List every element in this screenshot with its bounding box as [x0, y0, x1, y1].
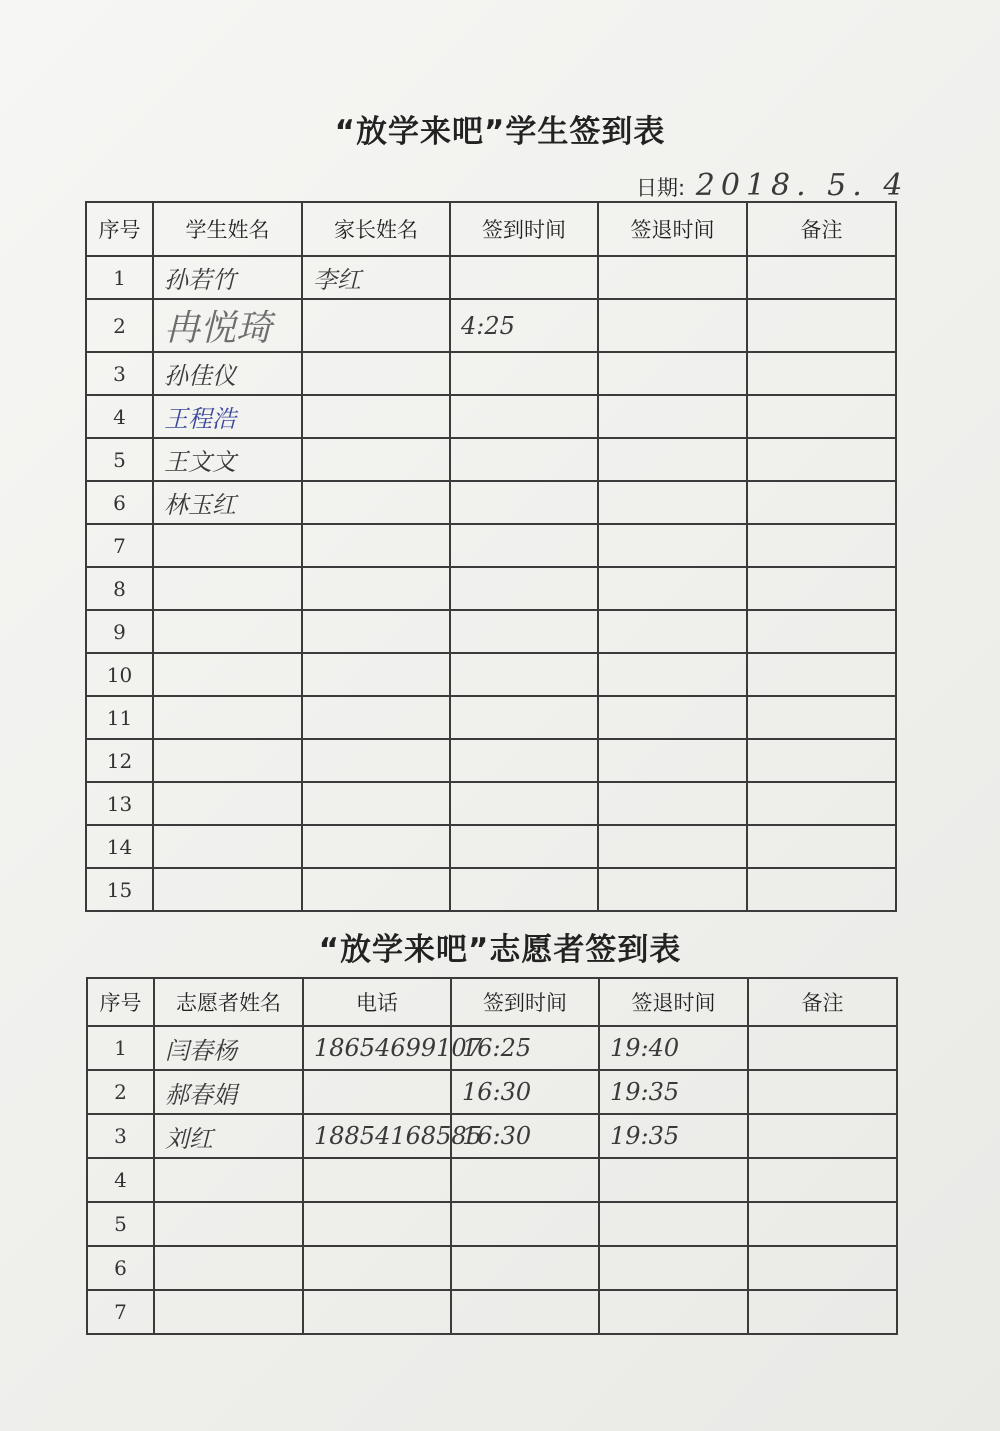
row-index: 11	[86, 696, 153, 739]
table-row	[86, 481, 896, 524]
row-index: 9	[86, 610, 153, 653]
note-cell	[748, 1026, 897, 1070]
sign-in-time-cell: 16:30	[451, 1114, 599, 1158]
note-cell	[747, 610, 896, 653]
row-index: 13	[86, 782, 153, 825]
student-sheet-title: “放学来吧”学生签到表	[334, 114, 666, 150]
phone-cell	[303, 1246, 451, 1290]
volunteer-name-cell	[154, 1202, 303, 1246]
student-name-cell: 冉悦琦	[153, 299, 302, 352]
row-index: 7	[86, 524, 153, 567]
volunteer-name-cell	[154, 1158, 303, 1202]
header-sign-out-time: 签退时间	[598, 202, 747, 256]
sign-in-time-cell: 16:25	[451, 1026, 599, 1070]
header-phone: 电话	[303, 978, 451, 1026]
row-index: 6	[86, 481, 153, 524]
row-index: 8	[86, 567, 153, 610]
student-name-cell	[153, 696, 302, 739]
sign-out-time-cell	[598, 653, 747, 696]
header-index: 序号	[86, 202, 153, 256]
sign-out-time-cell	[598, 868, 747, 911]
sign-out-time-cell	[598, 299, 747, 352]
table-row	[87, 1202, 897, 1246]
volunteer-name-cell: 刘红	[154, 1114, 303, 1158]
sign-in-time-cell	[450, 825, 598, 868]
sign-out-time-cell	[598, 395, 747, 438]
row-index: 4	[87, 1158, 154, 1202]
student-name-cell	[153, 868, 302, 911]
sign-in-time-cell	[450, 481, 598, 524]
note-cell	[747, 567, 896, 610]
table-row	[86, 256, 896, 299]
parent-name-cell	[302, 610, 450, 653]
note-cell	[747, 782, 896, 825]
note-cell	[748, 1290, 897, 1334]
sign-out-time-cell	[598, 739, 747, 782]
student-name-cell	[153, 739, 302, 782]
note-cell	[747, 352, 896, 395]
parent-name-cell	[302, 299, 450, 352]
student-name-cell	[153, 782, 302, 825]
table-row	[86, 299, 896, 352]
parent-name-cell	[302, 653, 450, 696]
note-cell	[747, 395, 896, 438]
parent-name-cell	[302, 825, 450, 868]
table-row	[86, 782, 896, 825]
sign-out-time-cell: 19:40	[599, 1026, 748, 1070]
header-volunteer-name: 志愿者姓名	[154, 978, 303, 1026]
sign-out-time-cell	[598, 352, 747, 395]
table-row	[86, 395, 896, 438]
parent-name-cell	[302, 782, 450, 825]
sign-in-time-cell	[450, 696, 598, 739]
note-cell	[748, 1158, 897, 1202]
note-cell	[748, 1202, 897, 1246]
sign-in-time-cell	[451, 1290, 599, 1334]
sign-out-time-cell	[599, 1246, 748, 1290]
volunteer-signin-table	[86, 977, 898, 1335]
sign-in-time-cell	[450, 653, 598, 696]
header-note: 备注	[748, 978, 897, 1026]
row-index: 15	[86, 868, 153, 911]
row-index: 12	[86, 739, 153, 782]
sign-in-time-cell	[450, 438, 598, 481]
table-row	[87, 1114, 897, 1158]
sign-in-time-cell	[450, 256, 598, 299]
table-row	[86, 524, 896, 567]
sign-in-time-cell	[450, 524, 598, 567]
volunteer-name-cell	[154, 1290, 303, 1334]
table-row	[86, 653, 896, 696]
parent-name-cell	[302, 567, 450, 610]
row-index: 1	[87, 1026, 154, 1070]
row-index: 1	[86, 256, 153, 299]
sign-in-time-cell	[450, 395, 598, 438]
note-cell	[747, 481, 896, 524]
parent-name-cell	[302, 481, 450, 524]
note-cell	[748, 1070, 897, 1114]
header-parent-name: 家长姓名	[302, 202, 450, 256]
note-cell	[747, 524, 896, 567]
table-header-row	[87, 978, 897, 1026]
student-name-cell: 孙若竹	[153, 256, 302, 299]
row-index: 7	[87, 1290, 154, 1334]
student-name-cell: 王文文	[153, 438, 302, 481]
note-cell	[748, 1246, 897, 1290]
table-header-row	[86, 202, 896, 256]
date-line	[636, 168, 908, 203]
sign-out-time-cell	[599, 1202, 748, 1246]
note-cell	[747, 696, 896, 739]
student-name-cell	[153, 653, 302, 696]
student-name-cell: 林玉红	[153, 481, 302, 524]
row-index: 3	[86, 352, 153, 395]
row-index: 6	[87, 1246, 154, 1290]
volunteer-sheet-title: “放学来吧”志愿者签到表	[318, 932, 682, 968]
sign-in-time-cell	[450, 739, 598, 782]
sign-out-time-cell	[598, 256, 747, 299]
row-index: 2	[87, 1070, 154, 1114]
table-row	[87, 1026, 897, 1070]
table-row	[86, 825, 896, 868]
parent-name-cell	[302, 524, 450, 567]
note-cell	[747, 256, 896, 299]
student-signin-table	[85, 201, 897, 912]
sign-out-time-cell	[598, 825, 747, 868]
header-index: 序号	[87, 978, 154, 1026]
sign-out-time-cell: 19:35	[599, 1114, 748, 1158]
phone-cell	[303, 1202, 451, 1246]
sign-out-time-cell	[598, 524, 747, 567]
volunteer-name-cell: 闫春杨	[154, 1026, 303, 1070]
table-row	[87, 1070, 897, 1114]
parent-name-cell	[302, 696, 450, 739]
student-name-cell: 孙佳仪	[153, 352, 302, 395]
parent-name-cell: 李红	[302, 256, 450, 299]
sign-in-time-cell	[450, 610, 598, 653]
sign-out-time-cell	[598, 567, 747, 610]
header-sign-in-time: 签到时间	[451, 978, 599, 1026]
note-cell	[747, 825, 896, 868]
sign-in-time-cell	[450, 352, 598, 395]
parent-name-cell	[302, 395, 450, 438]
header-sign-in-time: 签到时间	[450, 202, 598, 256]
sign-in-time-cell	[451, 1246, 599, 1290]
sign-out-time-cell: 19:35	[599, 1070, 748, 1114]
row-index: 4	[86, 395, 153, 438]
sign-in-time-cell	[450, 868, 598, 911]
sign-in-time-cell	[451, 1202, 599, 1246]
sign-out-time-cell	[599, 1158, 748, 1202]
sign-out-time-cell	[598, 696, 747, 739]
student-name-cell	[153, 610, 302, 653]
phone-cell: 18654699107	[303, 1026, 451, 1070]
table-row	[87, 1290, 897, 1334]
parent-name-cell	[302, 739, 450, 782]
student-name-cell	[153, 825, 302, 868]
sign-out-time-cell	[598, 610, 747, 653]
table-row	[86, 567, 896, 610]
date-label: 日期:	[636, 176, 686, 200]
volunteer-name-cell	[154, 1246, 303, 1290]
sign-out-time-cell	[598, 481, 747, 524]
student-name-cell	[153, 567, 302, 610]
table-row	[87, 1158, 897, 1202]
row-index: 10	[86, 653, 153, 696]
table-row	[86, 696, 896, 739]
phone-cell	[303, 1070, 451, 1114]
table-row	[86, 610, 896, 653]
sign-in-time-cell: 4:25	[450, 299, 598, 352]
student-name-cell	[153, 524, 302, 567]
header-note: 备注	[747, 202, 896, 256]
row-index: 14	[86, 825, 153, 868]
sign-in-time-cell	[450, 782, 598, 825]
sign-in-time-cell	[450, 567, 598, 610]
row-index: 3	[87, 1114, 154, 1158]
note-cell	[747, 438, 896, 481]
row-index: 2	[86, 299, 153, 352]
parent-name-cell	[302, 438, 450, 481]
note-cell	[747, 739, 896, 782]
parent-name-cell	[302, 352, 450, 395]
table-row	[86, 868, 896, 911]
row-index: 5	[86, 438, 153, 481]
header-student-name: 学生姓名	[153, 202, 302, 256]
table-row	[86, 352, 896, 395]
phone-cell	[303, 1158, 451, 1202]
sign-in-time-cell	[451, 1158, 599, 1202]
row-index: 5	[87, 1202, 154, 1246]
sign-out-time-cell	[598, 438, 747, 481]
note-cell	[747, 868, 896, 911]
date-value: 2018. 5. 4	[695, 168, 909, 203]
sign-out-time-cell	[598, 782, 747, 825]
note-cell	[748, 1114, 897, 1158]
header-sign-out-time: 签退时间	[599, 978, 748, 1026]
phone-cell	[303, 1290, 451, 1334]
parent-name-cell	[302, 868, 450, 911]
phone-cell: 18854168585	[303, 1114, 451, 1158]
note-cell	[747, 299, 896, 352]
sign-in-time-cell: 16:30	[451, 1070, 599, 1114]
table-row	[86, 438, 896, 481]
table-row	[86, 739, 896, 782]
note-cell	[747, 653, 896, 696]
table-row	[87, 1246, 897, 1290]
student-name-cell: 王程浩	[153, 395, 302, 438]
volunteer-name-cell: 郝春娟	[154, 1070, 303, 1114]
sign-out-time-cell	[599, 1290, 748, 1334]
